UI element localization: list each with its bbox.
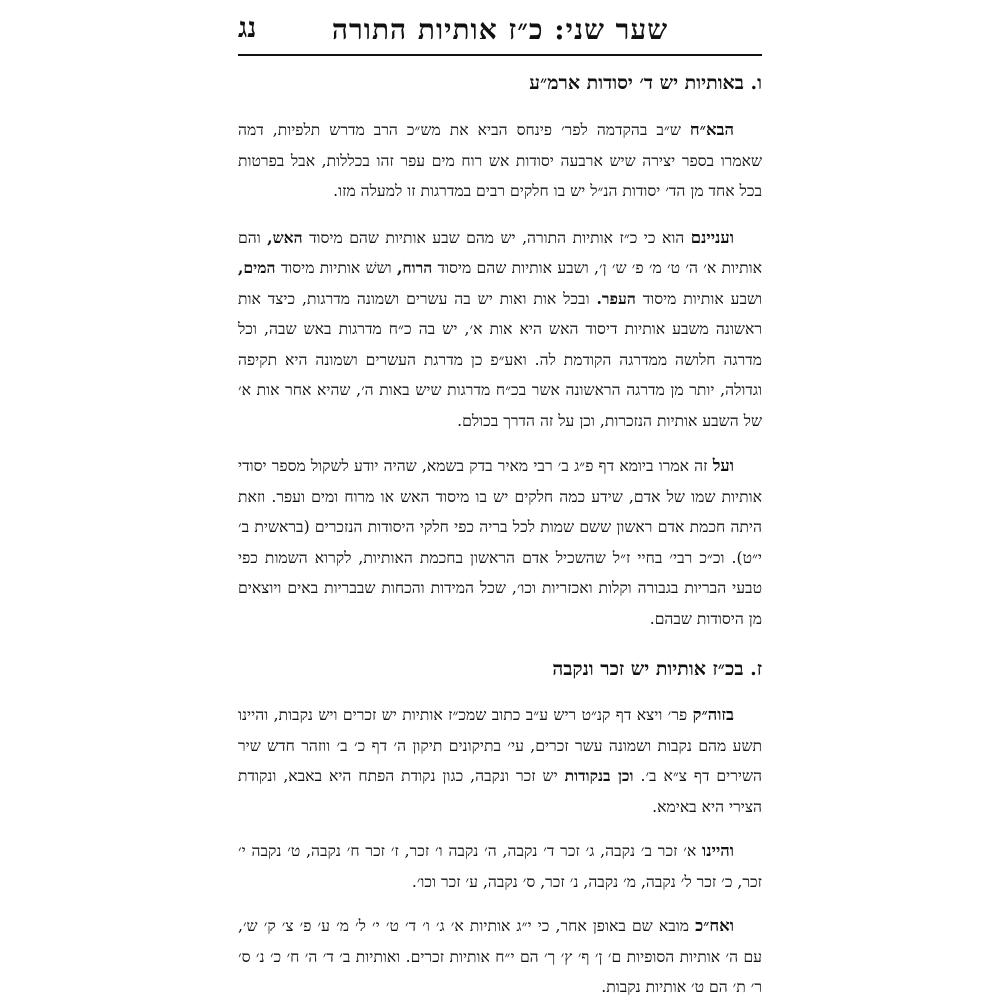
- paragraph-5: [238, 836, 762, 897]
- paragraph-2: [238, 223, 762, 437]
- paragraph-2-bold-water: המים,: [238, 258, 276, 277]
- section-heading-1: ו. באותיות יש ד׳ יסודות ארמ״ע: [529, 72, 762, 94]
- paragraph-6: [238, 911, 762, 1003]
- page-body: [238, 62, 762, 1003]
- chapter-title: שער שני: כ״ז אותיות התורה: [331, 13, 669, 46]
- paragraph-3-text: זה אמרו ביומא דף פ״ג ב׳ רבי מאיר בדק בשמא, שהיה יודע לשקול מספר יסודי אותיות שמו של אדם, שידע כמה חלקים יש בו מיסוד האש או מרוח ומים ועפר. וזאת היתה חכמת אדם ראשון ששם שמות לכל בריה כפי חלקי היסודות הנזכרים (בראשית ב׳ י״ט). וכ״כ רבי׳ בחיי ז״ל שהשכיל אדם הראשון בחכמת האותיות, לקרוא השמות כפי טבעי הבריות בגבורה וקלות ואכזריות וכו׳, שכל המידות והכחות שבבריות באים ויוצאים מן היסודות שבהם.: [238, 457, 762, 628]
- header-rule: [238, 54, 762, 56]
- paragraph-3-lead: ועל: [712, 456, 734, 475]
- paragraph-4-text-b: יש זכר ונקבה, כגון נקודת הפתח היא באבא, ונקודת הצירי היא באימא.: [238, 767, 762, 816]
- paragraph-2-bold-fire: האש,: [267, 227, 303, 247]
- paragraph-5-lead: והיינו: [702, 841, 734, 860]
- paragraph-2-text-d: ושבע אותיות מיסוד: [642, 289, 762, 308]
- paragraph-4-text-a: פר׳ ויצא דף קנ״ט ריש ע״ב כתוב שמכ״ז אותיות יש זכרים ויש נקבות, והיינו תשע מהם נקבות ושמונה עשר זכרים, עי׳ בתיקונים תיקון ה׳ דף כ׳ ב׳ ווזהר חדש שיר השירים דף צ״א ב׳.: [238, 706, 762, 785]
- paragraph-4: [238, 700, 762, 822]
- paragraph-2-text-a: הוא כי כ״ז אותיות התורה, יש מהם שבע אותיות שהם מיסוד: [309, 228, 685, 247]
- paragraph-4-bold-vowels: וכן בנקודות: [564, 766, 634, 785]
- paragraph-2-text-e: ובכל אות ואות יש בה עשרים ושמונה מדרגות, כיצד אות ראשונה משבע אותיות דיסוד האש היא אות א׳, יש בה כ״ח מדרגות באש שבה, וכל מדרגה חלושה ממדרגה הקודמת לה. ואע״פ כן מדרגת העשרים ושמונה היא תקיפה וגדולה, יותר מן מדרגה הראשונה אשר בכ״ח מדרגות שיש באות ה׳, שהיא אחר אות א׳ של השבע אותיות הנזכרות, וכן על זה הדרך בכולם.: [238, 289, 762, 430]
- paragraph-2-text-b: והם אותיות א׳ ה׳ ט׳ מ׳ פ׳ ש׳ ן׳, ושבע אותיות שהם מיסוד: [238, 228, 762, 277]
- paragraph-2-text-c: וששׁ אותיות מיסוד: [280, 259, 392, 277]
- section-heading-2: ז. בכ״ז אותיות יש זכר ונקבה: [552, 658, 762, 680]
- page-number: נג: [238, 11, 257, 44]
- running-header: [238, 6, 762, 54]
- paragraph-6-lead: ואח״כ: [695, 916, 734, 935]
- paragraph-5-text: א׳ זכר ב׳ נקבה, ג׳ זכר ד׳ נקבה, ה׳ נקבה ו׳ זכר, ז׳ זכר ח׳ נקבה, ט׳ נקבה י׳ זכר, כ׳ זכר ל׳ נקבה, מ׳ נקבה, נ׳ זכר, ס׳ נקבה, ע׳ זכר וכו׳.: [238, 842, 762, 891]
- paragraph-1-lead: הבא״ח: [689, 120, 734, 139]
- paragraph-2-bold-earth: העפר.: [596, 288, 636, 308]
- paragraph-6-text: מובא שם באופן אחר, כי י״ג אותיות א׳ ג׳ ו׳ ד׳ ט׳ י׳ ל׳ מ׳ ע׳ פ׳ צ׳ ק׳ ש׳, עם ה׳ אותיות הסופיות ם׳ ן׳ ף׳ ץ׳ ך׳ הם י״ח אותיות זכרים. ואותיות ב׳ ד׳ ה׳ ח׳ כ׳ נ׳ ס׳ ר׳ ת׳ הם ט׳ אותיות נקבות.: [238, 917, 762, 996]
- paragraph-2-bold-wind: הרוח,: [396, 258, 433, 277]
- paragraph-1-text: ש״ב בהקדמה לפר׳ פינחס הביא את מש״כ הרב מדרש תלפיות, דמה שאמרו בספר יצירה שיש ארבעה יסודות אש רוח מים עפר זהו בכללות, אבל בפרטות בכל אחד מן הד׳ יסודות הנ״ל יש בו חלקים רבים במדרגות זו למעלה מזו.: [238, 121, 762, 200]
- paragraph-3: [238, 451, 762, 634]
- paragraph-4-lead: בזוה״ק: [692, 705, 734, 724]
- paragraph-2-lead: ועניינם: [690, 227, 734, 247]
- paragraph-1: [238, 115, 762, 207]
